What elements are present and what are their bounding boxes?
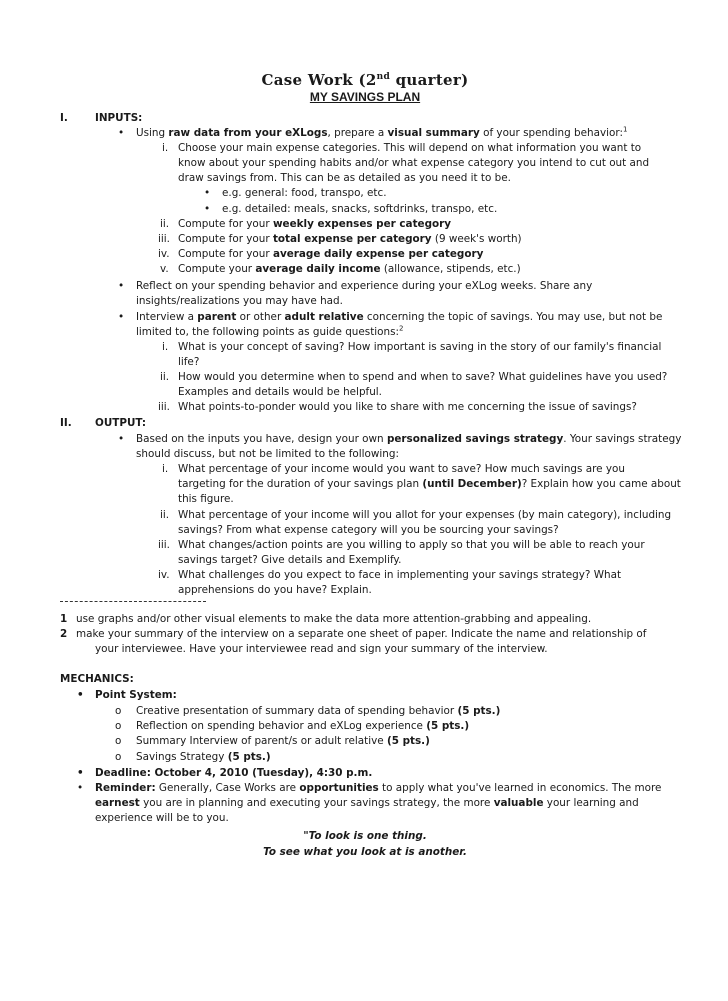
point-item: Creative presentation of summary data of spending behavior (5 pts.) xyxy=(136,705,501,717)
deadline: • Deadline: October 4, 2010 (Tuesday), 4:30 p.m. xyxy=(95,766,372,781)
footnote-divider xyxy=(60,601,206,602)
inputs-bullet-1: • Using raw data from your eXLogs, prepare a visual summary of your spending behavior:$^1$ xyxy=(136,126,627,141)
list-num: ii. xyxy=(160,218,170,230)
list-num: iii. xyxy=(158,401,170,413)
circle-bullet: o xyxy=(115,720,122,732)
list-item-text: How would you determine when to spend and when to save? What guidelines have you used? xyxy=(178,371,668,383)
list-item-text: this figure. xyxy=(178,493,234,505)
list-item-text: savings target? Give details and Exemplify. xyxy=(178,554,402,566)
point-item: Summary Interview of parent/s or adult relative (5 pts.) xyxy=(136,735,430,747)
closing-quote-line-2: To see what you look at is another. xyxy=(263,846,467,858)
footnote-text: your interviewee. Have your interviewee read and sign your summary of the interview. xyxy=(95,643,548,655)
inputs-bullet-2-cont: insights/realizations you may have had. xyxy=(136,295,343,307)
footnote-number: 2 xyxy=(60,628,68,640)
reminder: • Reminder: Generally, Case Works are opportunities to apply what you've learned in economics. The more xyxy=(95,781,661,796)
list-item-text: life? xyxy=(178,356,200,368)
point-item: Reflection on spending behavior and eXLog experience (5 pts.) xyxy=(136,720,470,732)
list-item-text: What percentage of your income would you want to save? How much savings are you xyxy=(178,463,625,475)
list-item-text: What points-to-ponder would you like to share with me concerning the issue of savings? xyxy=(178,401,637,413)
list-num: i. xyxy=(162,341,169,353)
reminder-cont: earnest you are in planning and executing your savings strategy, the more valuable your learning and xyxy=(95,797,639,809)
list-item-text: targeting for the duration of your savings plan (until December)? Explain how you came about xyxy=(178,478,681,490)
list-item-text: savings? From what expense category will you be sourcing your savings? xyxy=(178,524,559,536)
list-item-text: apprehensions do you have? Explain. xyxy=(178,584,372,596)
list-item-text: What changes/action points are you willing to apply so that you will be able to reach your xyxy=(178,539,645,551)
list-item-text: Examples and details would be helpful. xyxy=(178,386,382,398)
footnote-text: use graphs and/or other visual elements to make the data more attention-grabbing and appealing. xyxy=(76,613,592,625)
list-num: iii. xyxy=(158,233,170,245)
closing-quote-line-1: "To look is one thing. xyxy=(303,830,427,842)
section-numeral-inputs: I. xyxy=(60,112,68,124)
inputs-bullet-2: • Reflect on your spending behavior and experience during your eXLog weeks. Share any xyxy=(136,279,592,294)
list-item-text: Compute for your weekly expenses per category xyxy=(178,218,452,230)
list-item-text: Compute your average daily income (allowance, stipends, etc.) xyxy=(178,263,521,275)
list-item-text: know about your spending habits and/or what expense category you intend to cut out and xyxy=(178,157,650,169)
section-numeral-output: II. xyxy=(60,417,72,429)
section-heading-inputs: INPUTS: xyxy=(95,112,143,124)
list-item-text: What challenges do you expect to face in implementing your savings strategy? What xyxy=(178,569,622,581)
circle-bullet: o xyxy=(115,705,122,717)
list-num: ii. xyxy=(160,371,170,383)
list-item-text: Compute for your total expense per category (9 week's worth) xyxy=(178,233,522,245)
list-item-text: Compute for your average daily expense per category xyxy=(178,248,484,260)
circle-bullet: o xyxy=(115,735,122,747)
list-item-text: What percentage of your income will you allot for your expenses (by main category), including xyxy=(178,509,672,521)
list-num: iv. xyxy=(158,248,170,260)
example-item: • e.g. detailed: meals, snacks, softdrinks, transpo, etc. xyxy=(222,202,497,217)
footnote-number: 1 xyxy=(60,613,68,625)
list-num: iii. xyxy=(158,539,170,551)
section-heading-output: OUTPUT: xyxy=(95,417,147,429)
example-item: • e.g. general: food, transpo, etc. xyxy=(222,186,387,201)
footnote-text: make your summary of the interview on a separate one sheet of paper. Indicate the name and relationship of xyxy=(76,628,647,640)
list-num: i. xyxy=(162,142,169,154)
point-item: Savings Strategy (5 pts.) xyxy=(136,751,271,763)
list-num: ii. xyxy=(160,509,170,521)
list-item-text: What is your concept of saving? How important is saving in the story of our family's financial xyxy=(178,341,662,353)
output-bullet-1: • Based on the inputs you have, design your own personalized savings strategy. Your savings strategy xyxy=(136,432,681,447)
list-num: i. xyxy=(162,463,169,475)
output-bullet-1-cont: should discuss, but not be limited to the following: xyxy=(136,448,399,460)
inputs-bullet-3: • Interview a parent or other adult relative concerning the topic of savings. You may use, but not be xyxy=(136,310,662,325)
page-title: Case Work (2nd quarter) xyxy=(261,71,469,89)
list-num: iv. xyxy=(158,569,170,581)
list-item-text: draw savings from. This can be as detailed as you need it to be. xyxy=(178,172,511,184)
reminder-cont: experience will be to you. xyxy=(95,812,229,824)
page-subtitle: MY SAVINGS PLAN xyxy=(309,90,421,104)
list-item-text: Choose your main expense categories. This will depend on what information you want to xyxy=(178,142,642,154)
inputs-bullet-3-cont: limited to, the following points as guide questions:$^2$ xyxy=(136,324,404,338)
circle-bullet: o xyxy=(115,751,122,763)
point-system-heading: • Point System: xyxy=(95,688,177,703)
mechanics-heading: MECHANICS: xyxy=(60,673,134,685)
list-num: v. xyxy=(160,263,169,275)
